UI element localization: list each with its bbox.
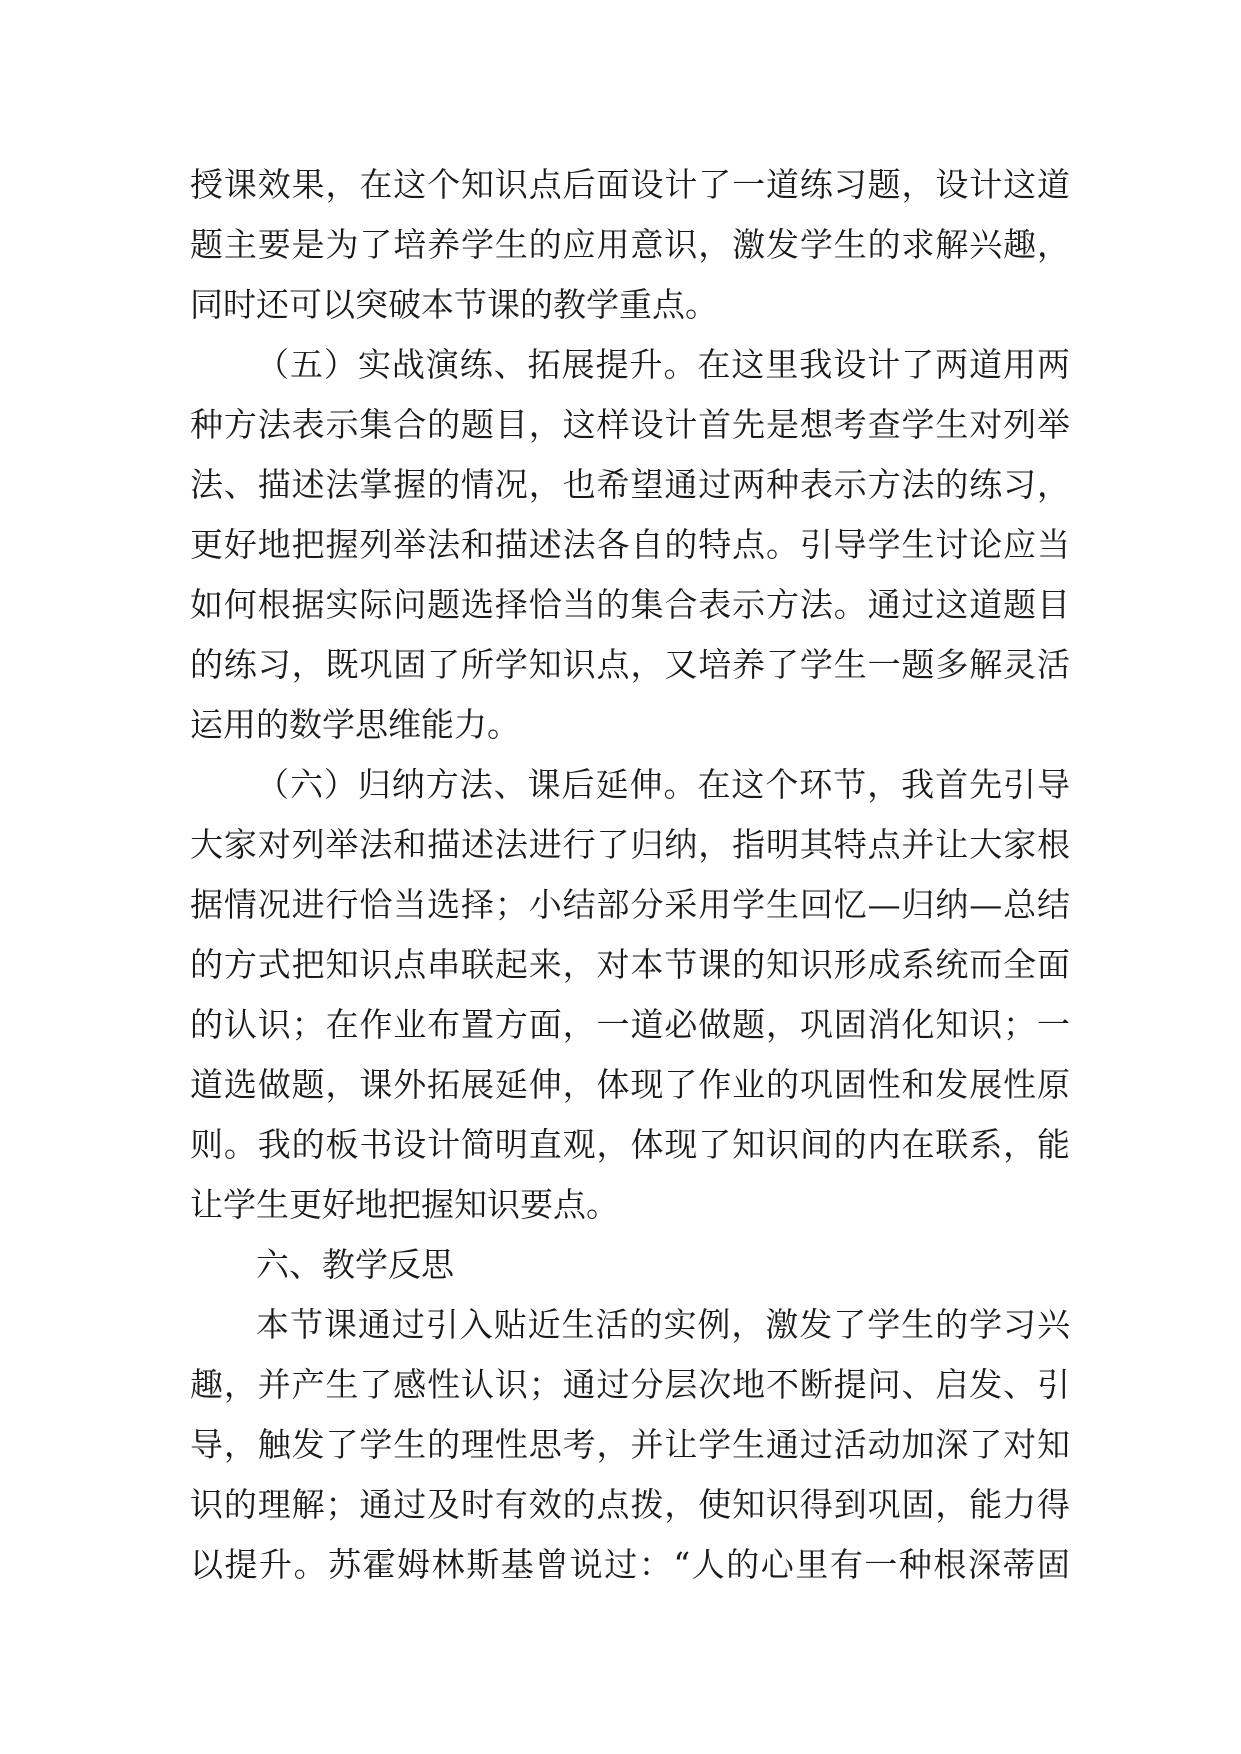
- text-line: 的练习，既巩固了所学知识点，又培养了学生一题多解灵活: [190, 645, 1070, 684]
- text-line: 道选做题，课外拓展延伸，体现了作业的巩固性和发展性原: [190, 1065, 1070, 1104]
- text-line: 更好地把握列举法和描述法各自的特点。引导学生讨论应当: [190, 525, 1070, 564]
- text-line: 让学生更好地把握知识要点。: [190, 1185, 619, 1224]
- chapter-heading: 六、教学反思: [256, 1245, 454, 1284]
- text-line: 趣，并产生了感性认识；通过分层次地不断提问、启发、引: [190, 1365, 1070, 1404]
- text-line: 本节课通过引入贴近生活的实例，激发了学生的学习兴: [256, 1305, 1070, 1344]
- text-line: 的认识；在作业布置方面，一道必做题，巩固消化知识；一: [190, 1005, 1070, 1044]
- section-heading-line: （五）实战演练、拓展提升。在这里我设计了两道用两: [256, 345, 1070, 384]
- text-line: 题主要是为了培养学生的应用意识，激发学生的求解兴趣，: [190, 225, 1070, 264]
- text-line: 授课效果，在这个知识点后面设计了一道练习题，设计这道: [190, 165, 1070, 204]
- text-line: 如何根据实际问题选择恰当的集合表示方法。通过这道题目: [190, 585, 1070, 624]
- text-line: 大家对列举法和描述法进行了归纳，指明其特点并让大家根: [190, 825, 1070, 864]
- text-line: 则。我的板书设计简明直观，体现了知识间的内在联系，能: [190, 1125, 1070, 1164]
- text-line: 种方法表示集合的题目，这样设计首先是想考查学生对列举: [190, 405, 1070, 444]
- text-line: 以提升。苏霍姆林斯基曾说过：“人的心里有一种根深蒂固: [190, 1545, 1070, 1584]
- text-line: 的方式把知识点串联起来，对本节课的知识形成系统而全面: [190, 945, 1070, 984]
- text-line: 据情况进行恰当选择；小结部分采用学生回忆—归纳—总结: [190, 885, 1070, 924]
- document-body: [190, 155, 1070, 1595]
- text-line: 运用的数学思维能力。: [190, 705, 520, 744]
- text-line: 识的理解；通过及时有效的点拨，使知识得到巩固，能力得: [190, 1485, 1070, 1524]
- text-line: 导，触发了学生的理性思考，并让学生通过活动加深了对知: [190, 1425, 1070, 1464]
- text-line: 法、描述法掌握的情况，也希望通过两种表示方法的练习，: [190, 465, 1070, 504]
- text-line: 同时还可以突破本节课的教学重点。: [190, 285, 718, 324]
- section-heading-line: （六）归纳方法、课后延伸。在这个环节，我首先引导: [256, 765, 1070, 804]
